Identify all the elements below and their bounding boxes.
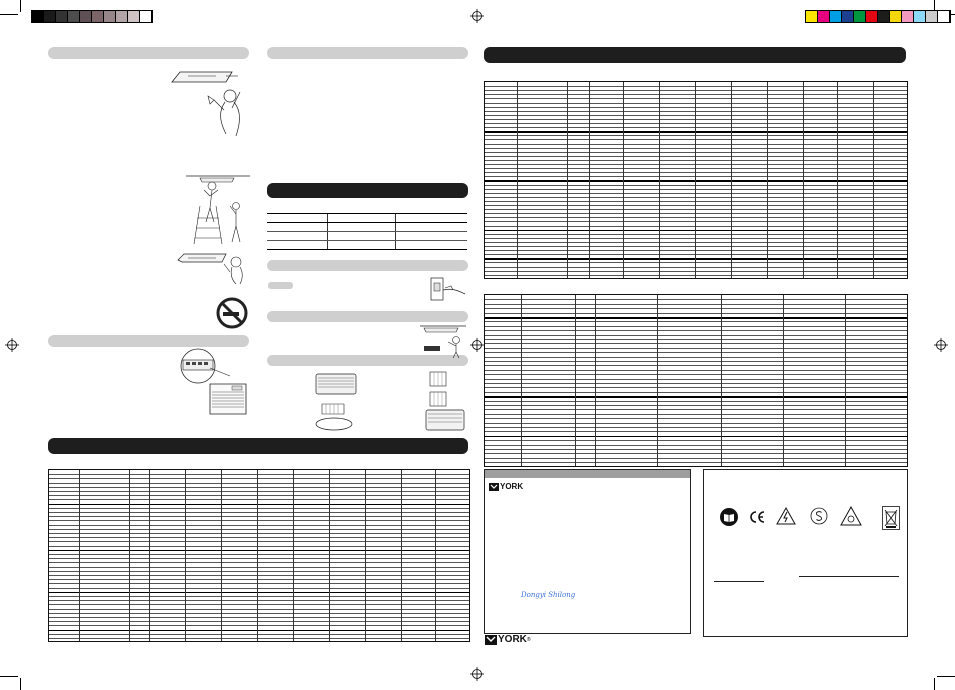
table-row-line [485, 242, 907, 243]
table-column-line [845, 295, 846, 466]
note-label [268, 282, 293, 289]
table-row-line [485, 313, 907, 314]
table-row-line [485, 462, 907, 463]
certification-icon [810, 507, 828, 525]
table-row-line [49, 592, 469, 594]
color-swatch [866, 11, 878, 22]
weee-bin-icon [882, 506, 900, 530]
table-row-line [485, 111, 907, 112]
table-row-line [485, 201, 907, 202]
section-header-bar [267, 183, 468, 198]
table-column-line [721, 295, 722, 466]
table-row-line [485, 401, 907, 402]
table-row-line [485, 144, 907, 145]
table-row-line [485, 405, 907, 406]
table-row-line [49, 613, 469, 614]
york-logo-footer [485, 634, 531, 645]
table-row-line [485, 335, 907, 336]
table-row-line [485, 230, 907, 232]
table-row-line [49, 546, 469, 547]
table-row-line [49, 600, 469, 601]
color-swatch [128, 11, 140, 22]
table-row-line [49, 491, 469, 492]
table-row-line [485, 348, 907, 349]
table-row-line [485, 357, 907, 358]
table-row-line [485, 209, 907, 210]
table-row-line [485, 234, 907, 235]
color-swatch [914, 11, 926, 22]
table-row-line [485, 221, 907, 222]
table-column-line [595, 295, 596, 466]
table-row-line [49, 583, 469, 584]
table-row-line [485, 427, 907, 428]
table-row-line [485, 107, 907, 108]
table-row-line [485, 458, 907, 459]
york-emblem-icon [485, 635, 497, 645]
table-row-line [485, 414, 907, 415]
table-row-line [485, 254, 907, 255]
color-swatches-cmyk [805, 10, 951, 23]
table-column-line [329, 470, 330, 641]
technical-data-table [48, 469, 470, 642]
table-column-line [293, 470, 294, 641]
table-row-line [485, 168, 907, 169]
table-column-line [589, 82, 590, 278]
table-row-line [49, 516, 469, 517]
table-row-line [49, 562, 469, 563]
table-row-line [485, 197, 907, 198]
color-swatch [104, 11, 116, 22]
table-row-line [485, 370, 907, 371]
electric-hazard-icon [776, 507, 796, 525]
color-swatch [80, 11, 92, 22]
table-row-line [485, 453, 907, 454]
table-row-line [485, 431, 907, 432]
table-row-line [485, 445, 907, 446]
ceiling-unit-illustration [418, 322, 468, 358]
table-row-line [49, 567, 469, 568]
color-swatch [56, 11, 68, 22]
table-row-line [49, 604, 469, 605]
york-emblem-icon [489, 483, 499, 491]
table-row-line [485, 343, 907, 344]
table-row-line [485, 267, 907, 268]
table-row-line [485, 271, 907, 272]
registration-mark-right [934, 338, 948, 352]
table-row-line [485, 127, 907, 128]
table-column-line [79, 470, 80, 641]
table-column-line [257, 470, 258, 641]
section-header-bar [267, 260, 468, 271]
table-row-line [485, 258, 907, 260]
table-row-line [485, 352, 907, 353]
table-row-line [485, 217, 907, 218]
table-row-line [485, 139, 907, 140]
table-row-line [49, 478, 469, 479]
table-row-line [485, 119, 907, 120]
table-row-line [485, 440, 907, 441]
table-row-line [49, 474, 469, 475]
section-header-bar [484, 47, 906, 63]
york-logo-text: YORK [498, 634, 527, 645]
filter-cleaning-illustration [420, 370, 468, 434]
signature-line [714, 581, 764, 582]
table-row-line [485, 418, 907, 419]
table-row-line [49, 579, 469, 580]
color-swatch [938, 11, 950, 22]
table-row-line [485, 90, 907, 91]
table-row-line [485, 86, 907, 87]
registration-mark-top [470, 9, 484, 23]
table-column-line [659, 82, 660, 278]
color-swatch [902, 11, 914, 22]
table-row-line [49, 617, 469, 618]
unit-inspection-illustration [176, 250, 250, 284]
table-column-line [149, 470, 150, 641]
table-row-line [485, 423, 907, 424]
table-row-line [49, 529, 469, 530]
table-row-line [485, 304, 907, 305]
technical-data-table [484, 81, 908, 279]
table-row-line [485, 115, 907, 116]
table-column-line [221, 470, 222, 641]
color-swatch [68, 11, 80, 22]
color-swatch [842, 11, 854, 22]
table-row-line [49, 596, 469, 597]
table-row-line [49, 575, 469, 576]
table-row-line [485, 321, 907, 322]
color-swatch [140, 11, 152, 22]
wall-switch-illustration [425, 274, 467, 306]
table-column-line [575, 295, 576, 466]
manual-icon [720, 508, 738, 526]
registration-mark-center [470, 338, 484, 352]
table-row-line [485, 374, 907, 375]
table-row-line [49, 537, 469, 538]
color-swatch [32, 11, 44, 22]
color-swatch [854, 11, 866, 22]
color-swatch [878, 11, 890, 22]
table-row-line [49, 558, 469, 559]
table-row-line [49, 533, 469, 534]
table-column-line [695, 82, 696, 278]
compliance-box [703, 469, 908, 637]
york-logo-text: YORK [500, 482, 524, 491]
table-column-line [803, 82, 804, 278]
table-row-line [485, 275, 907, 276]
table-row-line [485, 383, 907, 384]
section-header-bar [267, 311, 468, 322]
color-swatch [806, 11, 818, 22]
table-column-line [129, 470, 130, 641]
registration-mark-bottom [470, 667, 484, 681]
table-row-line [49, 554, 469, 555]
section-header-bar [48, 47, 249, 59]
color-swatch [92, 11, 104, 22]
table-column-line [567, 82, 568, 278]
table-row-line [49, 512, 469, 513]
table-column-line [657, 295, 658, 466]
section-header-bar [267, 47, 468, 59]
technical-data-table [484, 294, 908, 467]
table-row-line [485, 152, 907, 153]
table-row-line [485, 409, 907, 410]
table-column-line [435, 470, 436, 641]
table-row-line [49, 609, 469, 610]
color-swatch [818, 11, 830, 22]
table-row-line [485, 326, 907, 327]
control-panel-illustration [172, 348, 252, 426]
table-row-line [485, 246, 907, 247]
table-row-line [485, 103, 907, 104]
section-header-bar [48, 438, 468, 454]
table-column-line [837, 82, 838, 278]
table-row-line [49, 525, 469, 526]
table-row-line [485, 387, 907, 388]
filter-removal-illustration [310, 372, 360, 432]
table-row-line [49, 588, 469, 589]
color-swatch [44, 11, 56, 22]
table-column-line [783, 295, 784, 466]
table-column-line [767, 82, 768, 278]
table-row-line [485, 339, 907, 340]
table-row-line [485, 98, 907, 99]
registration-mark-left [5, 338, 19, 352]
table-row-line [485, 135, 907, 136]
table-column-line [401, 470, 402, 641]
table-row-line [485, 330, 907, 331]
table-row-line [49, 550, 469, 552]
table-row-line [485, 308, 907, 309]
table-row-line [485, 123, 907, 124]
table-row-line [49, 487, 469, 488]
section-header-bar [48, 335, 249, 347]
table-row-line [485, 180, 907, 182]
table-column-line [623, 82, 624, 278]
signature-line [799, 576, 899, 577]
table-column-line [873, 82, 874, 278]
ce-mark-icon [748, 510, 766, 524]
table-row-line [485, 213, 907, 214]
table-row-line [485, 262, 907, 263]
table-row-line [49, 571, 469, 572]
table-row-line [485, 205, 907, 206]
york-logo [489, 482, 523, 491]
table-row-line [485, 193, 907, 194]
table-row-line [49, 499, 469, 500]
table-row-line [485, 250, 907, 251]
table-row-line [49, 625, 469, 626]
table-row-line [485, 238, 907, 239]
table-row-line [485, 160, 907, 161]
table-row-line [49, 508, 469, 509]
table-row-line [485, 365, 907, 366]
ladder-service-illustration [186, 166, 250, 246]
table-row-line [485, 148, 907, 149]
color-swatch [830, 11, 842, 22]
table-row-line [49, 495, 469, 496]
table-row-line [485, 156, 907, 157]
signature: Dongyi Shilong [521, 591, 576, 599]
table-column-line [365, 470, 366, 641]
no-smoking-icon [216, 297, 248, 329]
table-row-line [485, 436, 907, 438]
table-row-line [49, 541, 469, 542]
table-row-line [49, 638, 469, 639]
declaration-header-bar [485, 470, 690, 478]
color-swatch [116, 11, 128, 22]
table-row-line [49, 634, 469, 635]
table-row-line [49, 621, 469, 622]
table-column-line [731, 82, 732, 278]
table-row-line [485, 172, 907, 173]
color-swatch [890, 11, 902, 22]
table-row-line [49, 504, 469, 506]
table-row-line [485, 226, 907, 227]
table-row-line [485, 299, 907, 300]
table-row-line [485, 176, 907, 177]
registered-mark: ® [526, 636, 531, 643]
table-row-line [485, 185, 907, 186]
table-row-line [485, 361, 907, 362]
table-row-line [49, 520, 469, 521]
table-row-line [485, 94, 907, 95]
table-row-line [485, 189, 907, 190]
warning-icon [840, 506, 862, 526]
table-row-line [485, 131, 907, 133]
color-swatches-grey [31, 10, 153, 23]
table-column-line [521, 295, 522, 466]
small-spec-table [267, 213, 467, 250]
table-row-line [49, 483, 469, 484]
table-row-line [485, 317, 907, 319]
table-column-line [517, 82, 518, 278]
table-row-line [485, 392, 907, 393]
table-column-line [185, 470, 186, 641]
declaration-box [484, 469, 691, 634]
table-row-line [49, 630, 469, 632]
table-row-line [485, 396, 907, 398]
table-row-line [485, 164, 907, 165]
table-row-line [485, 449, 907, 450]
table-row-line [485, 379, 907, 380]
color-swatch [926, 11, 938, 22]
unit-cleaning-illustration [170, 62, 250, 142]
